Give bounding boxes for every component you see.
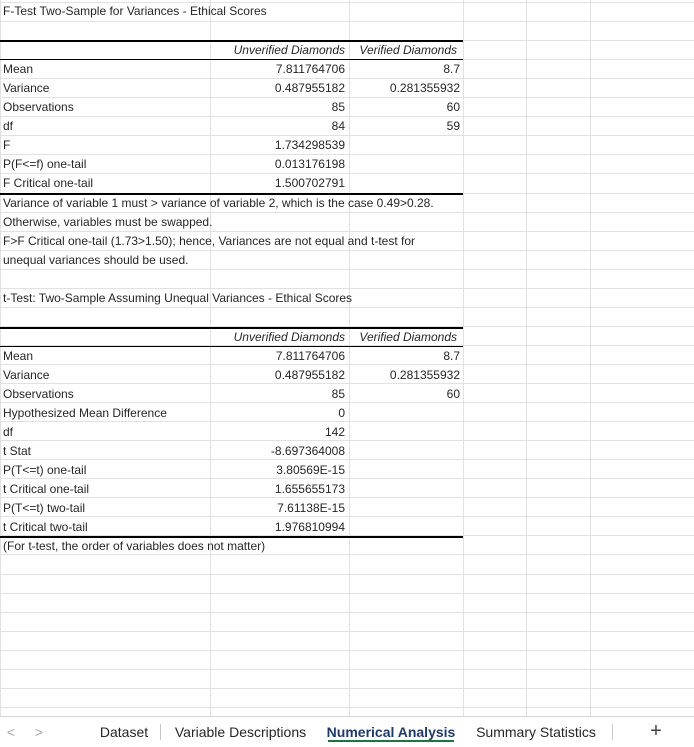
ftest-row-label: F Critical one-tail: [3, 176, 94, 190]
ttest-value-unverified: 85: [331, 387, 345, 401]
ftest-col-b-header: Verified Diamonds: [359, 43, 457, 57]
ttest-row-label: df: [3, 425, 14, 439]
ttest-title: t-Test: Two-Sample Assuming Unequal Variances - Ethical Scores: [3, 291, 353, 305]
ttest-value-verified: [349, 404, 460, 423]
ftest-note-line: unequal variances should be used.: [3, 253, 189, 267]
ttest-value-verified: [349, 480, 460, 499]
ttest-value-verified: [349, 461, 460, 480]
scroll-tabs-left-button[interactable]: <: [6, 724, 16, 740]
tab-numerical-analysis[interactable]: Numerical Analysis: [322, 717, 460, 745]
ttest-value-verified: [349, 442, 460, 461]
ftest-value-unverified: 85: [331, 100, 345, 114]
ttest-row-label: P(T<=t) one-tail: [3, 463, 87, 477]
ftest-value-unverified: 0.013176198: [274, 157, 345, 171]
ttest-value-unverified: 7.811764706: [275, 349, 345, 363]
ttest-row-label: P(T<=t) two-tail: [3, 501, 86, 515]
ftest-row-label: F: [3, 138, 11, 152]
ttest-value-verified: [349, 499, 460, 518]
ftest-value-verified: 8.7: [443, 62, 460, 76]
ttest-value-unverified: 1.976810994: [274, 520, 345, 534]
ftest-title: F-Test Two-Sample for Variances - Ethical Scores: [3, 4, 267, 18]
tab-variable-descriptions[interactable]: Variable Descriptions: [174, 724, 307, 740]
sheet-tab-bar: [0, 716, 694, 746]
ftest-note-line: Otherwise, variables must be swapped.: [3, 215, 213, 229]
ttest-value-unverified: 1.655655173: [274, 482, 345, 496]
ftest-value-unverified: 7.811764706: [275, 62, 345, 76]
ttest-value-unverified: 3.80569E-15: [276, 463, 345, 477]
ttest-value-verified: [349, 518, 460, 537]
tab-separator: [612, 724, 613, 740]
ttest-value-verified: 0.281355932: [389, 368, 460, 382]
ttest-value-unverified: -8.697364008: [270, 444, 345, 458]
ftest-value-verified: 59: [446, 119, 460, 133]
ttest-value-unverified: 7.61138E-15: [277, 501, 345, 515]
ftest-value-verified: [349, 155, 460, 174]
ftest-value-verified: 0.281355932: [389, 81, 460, 95]
ttest-value-unverified: 0.487955182: [274, 368, 345, 382]
ftest-value-unverified: 1.500702791: [274, 176, 345, 190]
tab-separator: [160, 724, 161, 740]
ttest-value-unverified: 142: [324, 425, 345, 439]
ttest-row-label: t Critical two-tail: [3, 520, 88, 534]
ftest-note-line: Variance of variable 1 must > variance of variable 2, which is the case 0.49>0.28.: [3, 196, 434, 210]
ftest-note-line: F>F Critical one-tail (1.73>1.50); hence, Variances are not equal and t-test for: [3, 234, 415, 248]
ttest-value-unverified: 0: [338, 406, 345, 420]
ttest-row-label: Variance: [3, 368, 50, 382]
ttest-row-label: t Stat: [3, 444, 32, 458]
ttest-value-verified: 8.7: [443, 349, 460, 363]
ftest-row-label: Observations: [3, 100, 74, 114]
add-sheet-button[interactable]: +: [650, 720, 662, 742]
ftest-value-unverified: 0.487955182: [274, 81, 345, 95]
ftest-row-label: df: [3, 119, 14, 133]
ttest-col-a-header: Unverified Diamonds: [233, 330, 345, 344]
ttest-value-verified: 60: [446, 387, 460, 401]
ftest-value-verified: [349, 174, 460, 193]
ttest-col-b-header: Verified Diamonds: [359, 330, 457, 344]
ftest-row-label: P(F<=f) one-tail: [3, 157, 87, 171]
ftest-row-label: Variance: [3, 81, 50, 95]
ftest-value-unverified: 1.734298539: [274, 138, 345, 152]
tab-dataset[interactable]: Dataset: [99, 724, 149, 740]
ttest-value-verified: [349, 423, 460, 442]
ftest-value-unverified: 84: [331, 119, 345, 133]
ftest-row-label: Mean: [3, 62, 34, 76]
ftest-value-verified: [349, 136, 460, 155]
ftest-value-verified: 60: [446, 100, 460, 114]
ttest-note: (For t-test, the order of variables does not matter): [3, 539, 266, 553]
tab-summary-statistics[interactable]: Summary Statistics: [476, 724, 596, 740]
scroll-tabs-right-button[interactable]: >: [34, 724, 44, 740]
ttest-row-label: Observations: [3, 387, 74, 401]
ftest-col-a-header: Unverified Diamonds: [233, 43, 345, 57]
ttest-row-label: Mean: [3, 349, 34, 363]
ttest-row-label: t Critical one-tail: [3, 482, 90, 496]
ttest-row-label: Hypothesized Mean Difference: [3, 406, 167, 420]
